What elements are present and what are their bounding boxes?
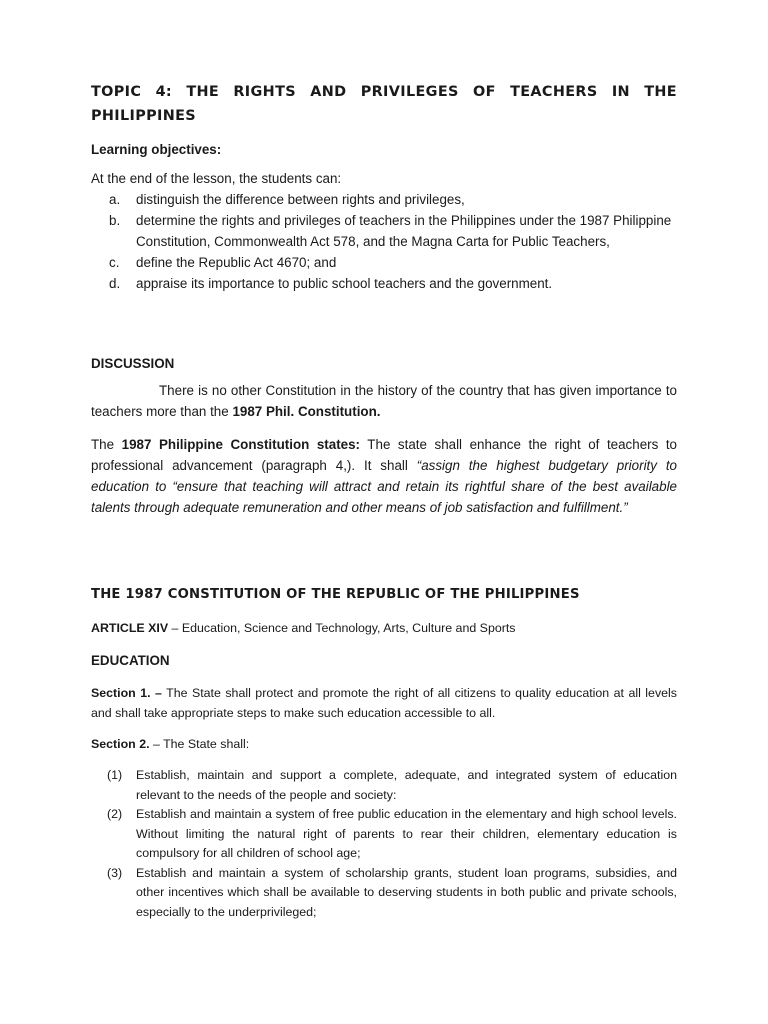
list-item-text: determine the rights and privileges of teachers in the Philippines under the 1987 Philippine Constitution, Commonwealth Act 578, and the Magna Carta for Public Teachers, <box>136 213 672 249</box>
section-label: Section 2. <box>91 737 150 751</box>
list-marker: (1) <box>107 768 123 782</box>
section-text: The State shall protect and promote the right of all citizens to quality education at all levels and shall take appropriate steps to make such education accessible to all. <box>91 686 677 720</box>
list-item-text: Establish and maintain a system of scholarship grants, student loan programs, subsidies, and other incentives which shall be available to deserving students in both public and private schools, especially to the underprivileged; <box>136 865 677 919</box>
article-line <box>91 618 677 638</box>
section-2-list <box>91 766 677 922</box>
list-marker: a. <box>109 192 121 207</box>
article-label: ARTICLE XIV <box>91 621 169 635</box>
list-item-text: distinguish the difference between rights and privileges, <box>136 192 465 207</box>
list-marker: b. <box>109 213 121 228</box>
list-item <box>91 252 677 273</box>
list-item-text: Establish, maintain and support a complete, adequate, and integrated system of education relevant to the needs of the people and society: <box>136 768 677 802</box>
paragraph-quote: “assign the highest budgetary priority to education to “ensure that teaching will attract and retain its rightful share of the best available talents through adequate remuneration and other means of job satisfaction and fulfillment.” <box>91 458 678 515</box>
list-item <box>91 273 677 294</box>
list-item <box>91 805 677 864</box>
constitution-heading: THE 1987 CONSTITUTION OF THE REPUBLIC OF THE PHILIPPINES <box>91 587 580 602</box>
discussion-paragraph-1 <box>91 380 677 422</box>
paragraph-emphasis: 1987 Phil. Constitution. <box>232 404 381 419</box>
list-marker: c. <box>109 255 120 270</box>
section-dash: . – <box>147 686 162 700</box>
article-text: – Education, Science and Technology, Arts, Culture and Sports <box>168 621 516 635</box>
list-item-text: define the Republic Act 4670; and <box>136 255 337 270</box>
section-text: – The State shall: <box>149 737 250 751</box>
page-title: TOPIC 4: THE RIGHTS AND PRIVILEGES OF TEACHERS IN THE PHILIPPINES <box>91 84 677 124</box>
list-marker: (2) <box>107 807 123 821</box>
list-item <box>91 189 677 210</box>
paragraph-text: The state shall enhance the right of teachers to professional advancement (paragraph 4,). It shall <box>91 437 678 473</box>
list-item <box>91 864 677 923</box>
objectives-list <box>91 189 677 294</box>
list-marker: d. <box>109 276 121 291</box>
objectives-intro: At the end of the lesson, the students can: <box>91 171 342 186</box>
list-item-text: appraise its importance to public school teachers and the government. <box>136 276 553 291</box>
paragraph-text: The <box>91 437 122 452</box>
paragraph-emphasis: 1987 Philippine Constitution states: <box>121 437 361 452</box>
objectives-heading: Learning objectives: <box>91 142 222 157</box>
list-item <box>91 766 677 805</box>
list-marker: (3) <box>107 865 123 880</box>
list-item <box>91 210 677 252</box>
section-label: Section 1 <box>91 686 148 700</box>
list-item-text: Establish and maintain a system of free public education in the elementary and high school levels. Without limiting the natural right of parents to rear their children, elementary education is compulsory for all children of school age; <box>136 807 677 860</box>
section-1 <box>91 683 677 723</box>
discussion-paragraph-2 <box>91 434 677 518</box>
section-2 <box>91 734 677 754</box>
education-heading: EDUCATION <box>91 653 170 668</box>
paragraph-text: There is no other Constitution in the history of the country that has given importance to teachers more than the <box>91 383 677 419</box>
discussion-heading: DISCUSSION <box>91 356 175 371</box>
